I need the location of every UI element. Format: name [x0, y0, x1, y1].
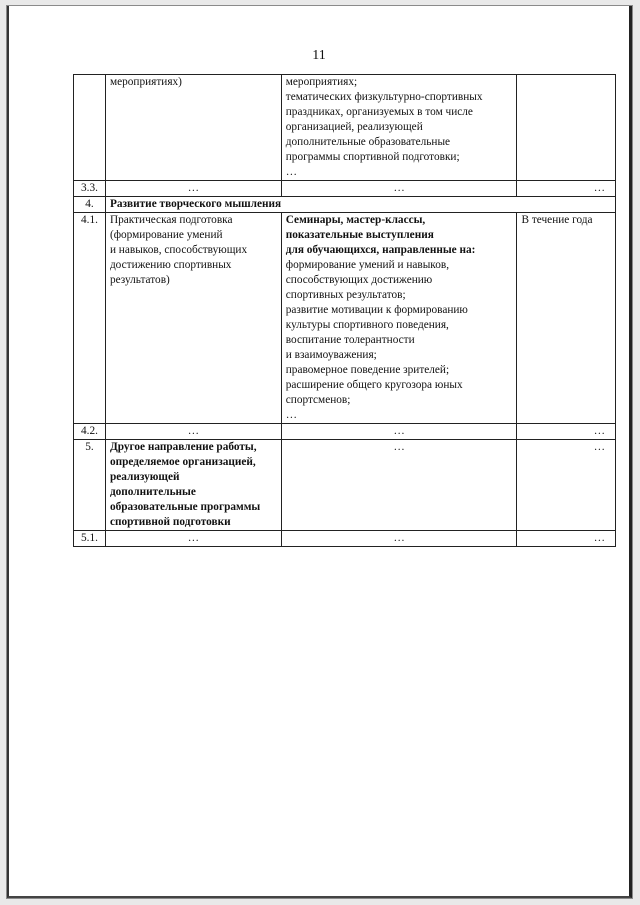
timing-cell: … [517, 181, 616, 197]
content-cell: … [281, 181, 517, 197]
content-cell: … [281, 440, 517, 531]
table-row [74, 75, 616, 181]
activity-cell: … [105, 181, 281, 197]
activity-line: Другое направление работы, [109, 441, 257, 453]
activity-line: реализующей [109, 471, 180, 483]
section-heading-row [74, 197, 616, 213]
timing-cell: … [517, 440, 616, 531]
content-line: тематических физкультурно-спортивных [285, 91, 483, 103]
content-cell: … [281, 531, 517, 547]
table-row [74, 213, 616, 424]
activity-line: определяемое организацией, [109, 456, 256, 468]
row-number: 3.3. [74, 181, 106, 197]
content-heading-line: показательные выступления [285, 229, 434, 241]
content-line: расширение общего кругозора юных [285, 379, 463, 391]
row-number: 5.1. [74, 531, 106, 547]
activity-cell [105, 213, 281, 424]
table-row [74, 440, 616, 531]
content-cell [281, 213, 517, 424]
row-number [74, 75, 106, 181]
activity-line: результатов) [109, 274, 170, 286]
content-line: спортивных результатов; [285, 289, 406, 301]
table-row [74, 424, 616, 440]
activity-cell [105, 440, 281, 531]
content-cell [281, 75, 517, 181]
row-number: 4. [74, 197, 106, 213]
activity-line: достижению спортивных [109, 259, 232, 271]
content-heading-line: для обучающихся, направленные на: [285, 244, 476, 256]
activity-line: и навыков, способствующих [109, 244, 248, 256]
table-row [74, 181, 616, 197]
content-line: культуры спортивного поведения, [285, 319, 449, 331]
activity-line: дополнительные [109, 486, 196, 498]
timing-cell: … [517, 531, 616, 547]
table-row [74, 531, 616, 547]
content-line: … [285, 166, 298, 178]
activity-line: образовательные программы [109, 501, 261, 513]
content-line: праздниках, организуемых в том числе [285, 106, 473, 118]
content-line: формирование умений и навыков, [285, 259, 450, 271]
content-line: мероприятиях; [285, 76, 358, 88]
timing-cell: В течение года [517, 213, 616, 424]
page-number: 11 [312, 48, 326, 63]
timing-cell: … [517, 424, 616, 440]
content-cell: … [281, 424, 517, 440]
timing-cell [517, 75, 616, 181]
row-number: 4.2. [74, 424, 106, 440]
content-line: программы спортивной подготовки; [285, 151, 460, 163]
section-heading: Развитие творческого мышления [105, 197, 615, 213]
content-line: развитие мотивации к формированию [285, 304, 468, 316]
activity-line: Практическая подготовка [109, 214, 233, 226]
content-line: правомерное поведение зрителей; [285, 364, 450, 376]
row-number: 5. [74, 440, 106, 531]
document-page [7, 6, 632, 898]
content-line: организацией, реализующей [285, 121, 423, 133]
activity-line: (формирование умений [109, 229, 223, 241]
content-line: воспитание толерантности [285, 334, 415, 346]
content-heading-line: Семинары, мастер-классы, [285, 214, 426, 226]
content-line: дополнительные образовательные [285, 136, 451, 148]
content-line: способствующих достижению [285, 274, 433, 286]
activity-cell: … [105, 424, 281, 440]
content-line: и взаимоуважения; [285, 349, 377, 361]
content-line: … [285, 409, 298, 421]
activity-cell [105, 75, 281, 181]
activity-line: мероприятиях) [109, 76, 182, 88]
row-number: 4.1. [74, 213, 106, 424]
content-line: спортсменов; [285, 394, 351, 406]
activities-table [73, 74, 616, 547]
activity-line: спортивной подготовки [109, 516, 231, 528]
activity-cell: … [105, 531, 281, 547]
